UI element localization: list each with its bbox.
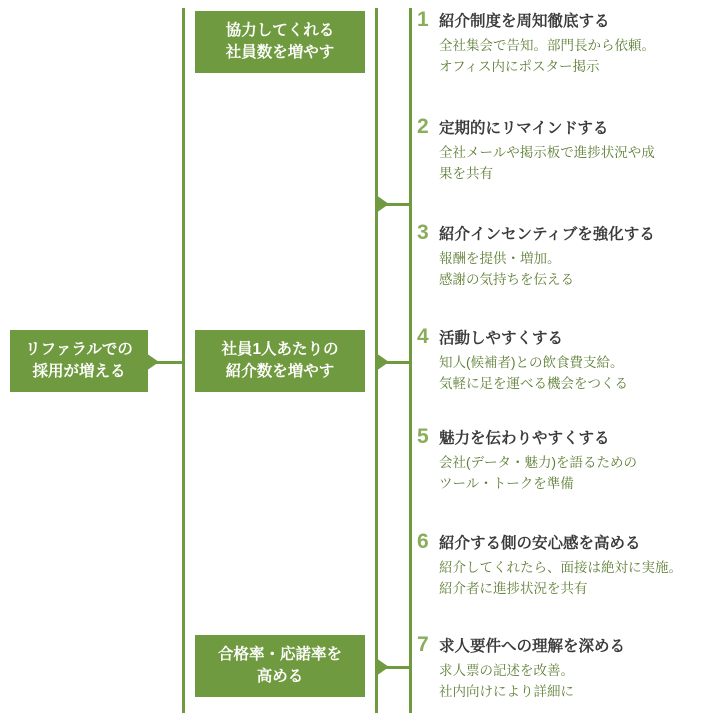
- action-detail-1-line-1: 全社集会で告知。部門長から依頼。: [439, 38, 655, 54]
- action-detail-2: [439, 143, 717, 185]
- action-detail-1-line-2: オフィス内にポスター掲示: [439, 59, 600, 75]
- action-item-2: [417, 115, 717, 185]
- action-title-5: 魅力を伝わりやすくする: [439, 430, 610, 447]
- action-detail-3-line-2: 感謝の気持ちを伝える: [439, 272, 574, 288]
- action-detail-6-line-2: 紹介者に進捗状況を共有: [439, 581, 588, 597]
- action-title-3: 紹介インセンティブを強化する: [439, 226, 655, 243]
- action-number-1: 1: [417, 8, 429, 31]
- action-detail-7-line-2: 社内向けにより詳細に: [439, 684, 574, 700]
- driver-box-1-line-1: 協力してくれる: [225, 21, 335, 39]
- action-number-3: 3: [417, 221, 429, 244]
- driver-box-2-line-1: 社員1人あたりの: [221, 340, 339, 358]
- action-detail-1: [439, 36, 717, 78]
- action-item-5: [417, 425, 717, 495]
- action-detail-5-line-1: 会社(データ・魅力)を語るための: [439, 455, 637, 471]
- action-detail-4: [439, 353, 717, 395]
- action-number-6: 6: [417, 530, 429, 553]
- outcome-line-1: リファラルでの: [25, 340, 133, 358]
- action-title-1: 紹介制度を周知徹底する: [439, 13, 610, 30]
- action-number-4: 4: [417, 325, 429, 348]
- outcome-box: [10, 330, 148, 392]
- action-item-4: [417, 325, 717, 395]
- action-detail-6-line-1: 紹介してくれたら、面接は絶対に実施。: [439, 560, 682, 576]
- action-number-2: 2: [417, 115, 429, 138]
- action-detail-3: [439, 249, 717, 291]
- action-detail-7: [439, 661, 717, 703]
- action-detail-2-line-1: 全社メールや掲示板で進捗状況や成: [439, 145, 655, 161]
- action-item-6: [417, 530, 717, 600]
- action-detail-6: [439, 558, 717, 600]
- action-title-6: 紹介する側の安心感を高める: [439, 535, 641, 552]
- action-detail-4-line-2: 気軽に足を運べる機会をつくる: [439, 376, 628, 392]
- action-number-5: 5: [417, 425, 429, 448]
- action-number-7: 7: [417, 633, 429, 656]
- driver-box-3-line-2: 高める: [256, 668, 304, 685]
- action-detail-5-line-2: ツール・トークを準備: [439, 476, 574, 492]
- action-detail-7-line-1: 求人票の記述を改善。: [439, 663, 574, 679]
- driver-box-3: [195, 635, 365, 697]
- action-title-4: 活動しやすくする: [439, 330, 564, 347]
- action-detail-3-line-1: 報酬を提供・増加。: [439, 251, 561, 267]
- action-title-7: 求人要件への理解を深める: [439, 638, 626, 655]
- outcome-line-2: 採用が増える: [32, 363, 126, 380]
- action-title-2: 定期的にリマインドする: [439, 120, 609, 137]
- driver-box-2: [195, 330, 365, 392]
- driver-box-1-line-2: 社員数を増やす: [225, 44, 335, 61]
- driver-box-3-line-1: 合格率・応諾率を: [217, 645, 342, 663]
- action-item-1: [417, 8, 717, 78]
- action-item-7: [417, 633, 717, 703]
- action-detail-2-line-2: 果を共有: [439, 166, 493, 182]
- driver1-arrow-icon: [376, 195, 389, 213]
- driver-box-1: [195, 11, 365, 73]
- action-detail-5: [439, 453, 717, 495]
- action-item-3: [417, 221, 717, 291]
- driver-box-2-line-2: 紹介数を増やす: [225, 363, 335, 380]
- driver2-arrow-icon: [376, 353, 389, 371]
- action-detail-4-line-1: 知人(候補者)との飲食費支給。: [439, 355, 624, 371]
- driver3-arrow-icon: [376, 658, 389, 676]
